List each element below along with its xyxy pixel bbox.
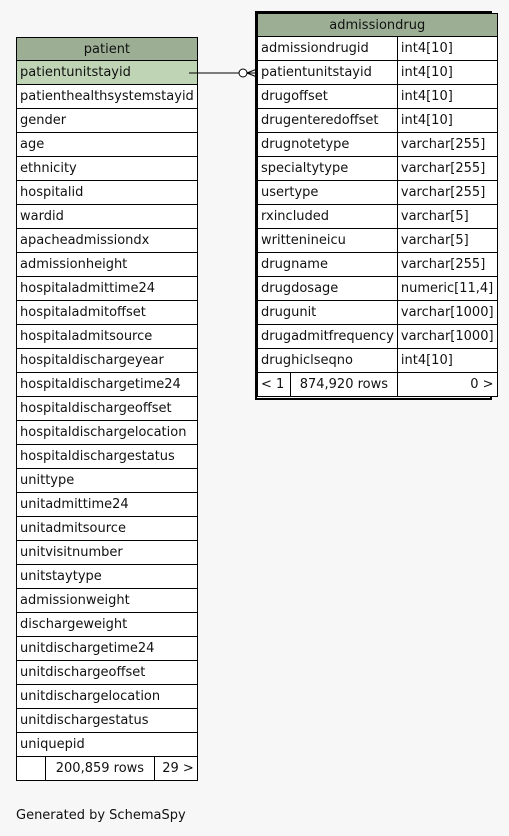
admissiondrug-column-type: varchar[5]	[397, 205, 497, 229]
patient-column[interactable]: hospitaldischargelocation	[17, 421, 198, 445]
crows-foot-lower	[247, 73, 257, 77]
patient-column[interactable]: patientunitstayid	[17, 61, 198, 85]
admissiondrug-parents-link[interactable]: < 1	[258, 373, 291, 397]
admissiondrug-children-link[interactable]: 0 >	[397, 373, 497, 397]
patient-column[interactable]: ethnicity	[17, 157, 198, 181]
admissiondrug-column-type: varchar[255]	[397, 253, 497, 277]
patient-column[interactable]: hospitaladmittime24	[17, 277, 198, 301]
admissiondrug-column-name[interactable]: drugoffset	[258, 85, 398, 109]
patient-column[interactable]: hospitaldischargeyear	[17, 349, 198, 373]
admissiondrug-column-name[interactable]: drugunit	[258, 301, 398, 325]
admissiondrug-column-name[interactable]: rxincluded	[258, 205, 398, 229]
patient-column[interactable]: patienthealthsystemstayid	[17, 85, 198, 109]
patient-column[interactable]: hospitaldischargetime24	[17, 373, 198, 397]
patient-column[interactable]: hospitalid	[17, 181, 198, 205]
patient-column[interactable]: hospitaladmitsource	[17, 325, 198, 349]
admissiondrug-column-name[interactable]: drugdosage	[258, 277, 398, 301]
admissiondrug-column-type: varchar[5]	[397, 229, 497, 253]
admissiondrug-column-type: numeric[11,4]	[397, 277, 497, 301]
patient-column[interactable]: unitdischargelocation	[17, 685, 198, 709]
admissiondrug-column-type: varchar[1000]	[397, 301, 497, 325]
patient-column[interactable]: admissionheight	[17, 253, 198, 277]
patient-column[interactable]: unitadmitsource	[17, 517, 198, 541]
relationship-optional-circle	[239, 69, 247, 77]
patient-column[interactable]: gender	[17, 109, 198, 133]
admissiondrug-column-type: varchar[255]	[397, 181, 497, 205]
patient-column[interactable]: age	[17, 133, 198, 157]
patient-column[interactable]: hospitaladmitoffset	[17, 301, 198, 325]
patient-column[interactable]: hospitaldischargestatus	[17, 445, 198, 469]
generated-by-label: Generated by SchemaSpy	[16, 808, 186, 823]
admissiondrug-column-type: int4[10]	[397, 61, 497, 85]
patient-column[interactable]: admissionweight	[17, 589, 198, 613]
patient-column[interactable]: unitdischargeoffset	[17, 661, 198, 685]
patient-column[interactable]: apacheadmissiondx	[17, 229, 198, 253]
admissiondrug-column-type: int4[10]	[397, 37, 497, 61]
patient-row-count: 200,859 rows	[46, 757, 155, 781]
admissiondrug-column-name[interactable]: admissiondrugid	[258, 37, 398, 61]
admissiondrug-column-type: varchar[1000]	[397, 325, 497, 349]
admissiondrug-column-name[interactable]: drugenteredoffset	[258, 109, 398, 133]
admissiondrug-column-name[interactable]: drugname	[258, 253, 398, 277]
admissiondrug-table-title[interactable]: admissiondrug	[258, 14, 498, 37]
patient-column[interactable]: unitdischargestatus	[17, 709, 198, 733]
patient-column[interactable]: dischargeweight	[17, 613, 198, 637]
admissiondrug-column-name[interactable]: usertype	[258, 181, 398, 205]
patient-column[interactable]: uniquepid	[17, 733, 198, 757]
admissiondrug-column-name[interactable]: specialtytype	[258, 157, 398, 181]
admissiondrug-column-name[interactable]: drugnotetype	[258, 133, 398, 157]
patient-children-link[interactable]: 29 >	[154, 757, 197, 781]
patient-column[interactable]: wardid	[17, 205, 198, 229]
patient-table-title[interactable]: patient	[17, 38, 198, 61]
patient-column[interactable]: unittype	[17, 469, 198, 493]
admissiondrug-column-type: varchar[255]	[397, 133, 497, 157]
admissiondrug-column-name[interactable]: drughiclseqno	[258, 349, 398, 373]
crows-foot-upper	[247, 69, 257, 73]
patient-column[interactable]: unitvisitnumber	[17, 541, 198, 565]
patient-column[interactable]: unitadmittime24	[17, 493, 198, 517]
admissiondrug-column-type: int4[10]	[397, 109, 497, 133]
patient-column[interactable]: unitdischargetime24	[17, 637, 198, 661]
admissiondrug-column-name[interactable]: drugadmitfrequency	[258, 325, 398, 349]
admissiondrug-column-type: int4[10]	[397, 85, 497, 109]
admissiondrug-column-type: int4[10]	[397, 349, 497, 373]
admissiondrug-column-name[interactable]: writtenineicu	[258, 229, 398, 253]
admissiondrug-column-name[interactable]: patientunitstayid	[258, 61, 398, 85]
patient-column[interactable]: hospitaldischargeoffset	[17, 397, 198, 421]
admissiondrug-column-type: varchar[255]	[397, 157, 497, 181]
patient-column[interactable]: unitstaytype	[17, 565, 198, 589]
admissiondrug-row-count: 874,920 rows	[290, 373, 397, 397]
